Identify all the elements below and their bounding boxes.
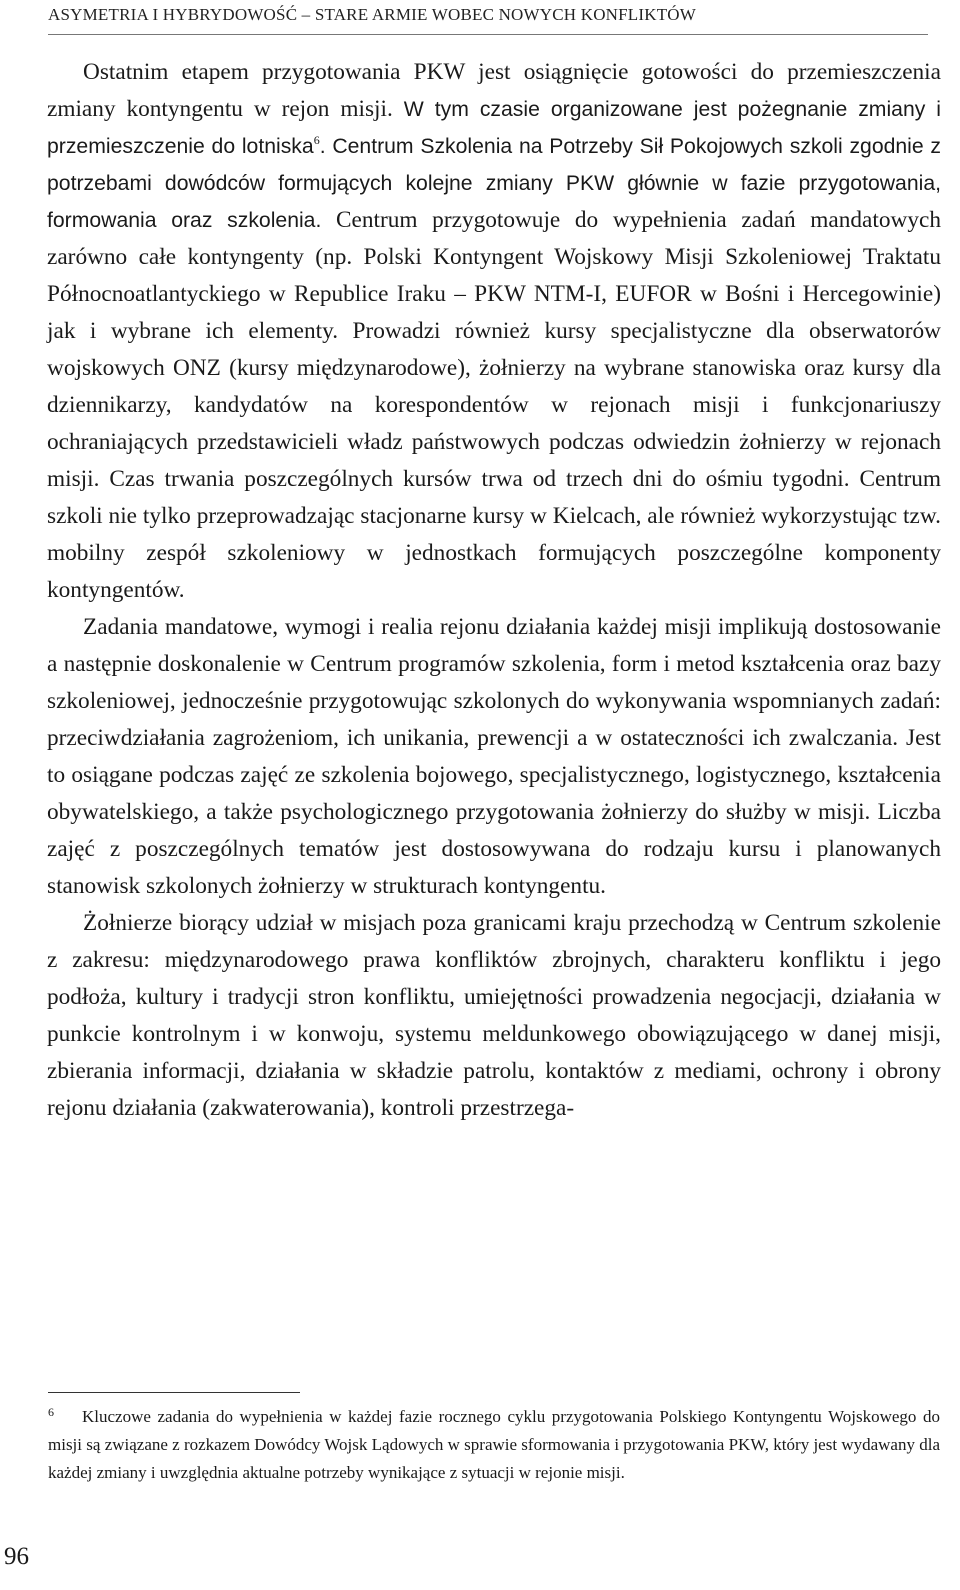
footnote-number: 6 — [48, 1405, 54, 1419]
footnote — [48, 1403, 940, 1487]
footnote-text: Kluczowe zadania do wypełnienia w każdej fazie rocznego cyklu przygotowania Polskiego Kontyngentu Wojskowego do misji są związane z rozkazem Dowódcy Wojsk Lądowych w sprawie sformowania i przygotowania PKW, który jest wydawany dla każdej zmiany i uwzględnia aktualne potrzeby wynikające z sytuacji w rejonie misji. — [48, 1407, 940, 1482]
footnote-reference[interactable]: 6 — [313, 133, 320, 148]
running-header — [48, 4, 928, 35]
paragraph-1-sentence-3: Centrum Szkolenia na Potrzeby Sił Pokojowych szkoli zgodnie z potrzebami dowódców formujących kolejne zmiany PKW głównie w fazie przygotowania, formowania oraz szkolenia. — [47, 135, 942, 232]
paragraph-1-sentence-2: W tym czasie organizowane jest pożegnanie zmiany i przemieszczenie do lotniska — [47, 98, 942, 158]
page-number: 96 — [4, 1543, 29, 1570]
paragraph-1-sentence-1: Ostatnim etapem przygotowania PKW jest osiągnięcie gotowości do przemieszczenia zmiany kontyngentu w rejon misji. — [47, 59, 941, 122]
paragraph-3: Żołnierze biorący udział w misjach poza granicami kraju przechodzą w Centrum szkolenie z zakresu: międzynarodowego prawa konfliktów zbrojnych, charakteru konfliktu i jego podłoża, kultury i tradycji stron konfliktu, umiejętności prowadzenia negocjacji, działania w punkcie kontrolnym i w konwoju, systemu meldunkowego obowiązującego w danej misji, zbierania informacji, działania w składzie patrolu, kontaktów z mediami, ochrony i obrony rejonu działania (zakwaterowania), kontroli przestrzega- — [47, 910, 941, 1121]
main-text — [47, 54, 941, 1127]
paragraph-1-period: . — [319, 135, 326, 158]
paragraph-2: Zadania mandatowe, wymogi i realia rejonu działania każdej misji implikują dostosowanie a następnie doskonalenie w Centrum programów szkolenia, form i metod kształcenia oraz bazy szkoleniowej, jednocześnie przygotowując szkolonych do wykonywania wspomnianych zadań: przeciwdziałania zagrożeniom, ich unikania, prewencji a w ostateczności ich zwalczania. Jest to osiągane podczas zajęć ze szkolenia bojowego, specjalistycznego, logistycznego, kształcenia obywatelskiego, a także psychologicznego przygotowania żołnierzy do służby w misji. Liczba zajęć z poszczególnych tematów jest dostosowywana do rodzaju kursu i planowanych stanowisk szkolonych żołnierzy w strukturach kontyngentu. — [47, 614, 941, 899]
footnote-separator — [48, 1392, 300, 1393]
paragraph-1 — [47, 54, 941, 609]
running-title: ASYMETRIA I HYBRYDOWOŚĆ – STARE ARMIE WOBEC NOWYCH KONFLIKTÓW — [48, 5, 697, 24]
paragraph-1-rest: Centrum przygotowuje do wypełnienia zadań mandatowych zarówno całe kontyngenty (np. Polski Kontyngent Wojskowy Misji Szkoleniowej Traktatu Północnoatlantyckiego w Republice Iraku – PKW NTM-I, EUFOR w Bośni i Hercegowinie) jak i wybrane ich elementy. Prowadzi również kursy specjalistyczne dla obserwatorów wojskowych ONZ (kursy międzynarodowe), żołnierzy na wybrane stanowiska oraz kursy dla dziennikarzy, kandydatów na korespondentów w rejonach misji i funkcjonariuszy ochraniających przedstawicieli władz państwowych podczas odwiedzin żołnierzy w rejonach misji. Czas trwania poszczególnych kursów trwa od trzech dni do ośmiu tygodni. Centrum szkoli nie tylko przeprowadzając stacjonarne kursy w Kielcach, ale również wykorzystując tzw. mobilny zespół szkoleniowy w jednostkach formujących poszczególne komponenty kontyngentów. — [47, 207, 941, 603]
